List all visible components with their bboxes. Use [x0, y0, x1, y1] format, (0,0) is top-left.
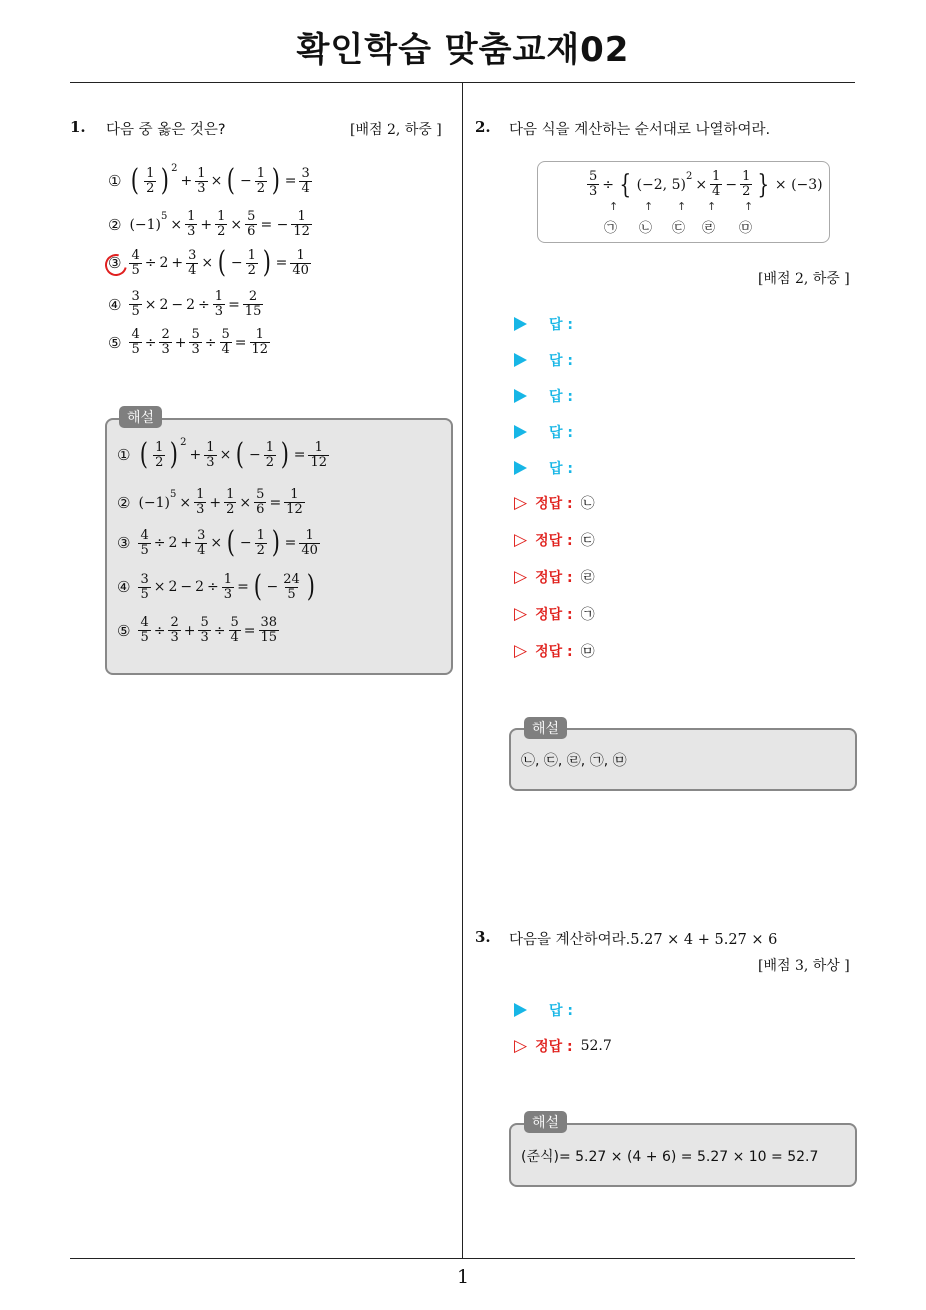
q1-option-5[interactable]: ⑤ $\frac{4}{5}$ ÷ $\frac{2}{3}$ + $\frac{5}{3}$ ÷ $\frac{5}{4}$ = $\frac{1}{12}$: [108, 327, 269, 357]
triangle-outline-icon: ▷: [514, 1035, 528, 1056]
label-2: ㉡: [639, 221, 653, 236]
q2-correct-row-5: ▷ 정답 : ㉤: [514, 640, 595, 661]
q2-correct-row-2: ▷ 정답 : ㉢: [514, 529, 595, 550]
q1-solution-line-2: ② (−1) 5 × $\frac{1}{3}$ + $\frac{1}{2}$ × $\frac{5}{6}$ = $\frac{1}{12}$: [117, 487, 303, 517]
page-title: 확인학습 맞춤교재02: [296, 30, 630, 70]
q2-meta: [배점 2, 하중 ]: [758, 271, 850, 287]
triangle-outline-icon: ▷: [514, 566, 528, 587]
q1-text: 다음 중 옳은 것은?: [106, 122, 226, 138]
q2-expression: $\frac{5}{3}$ ÷ { (−2, 5) 2 × $\frac{1}{4}$ − $\frac{1}{2}$ } × (−3): [589, 169, 823, 200]
triangle-outline-icon: ▷: [514, 529, 528, 550]
q1-option-4[interactable]: ④ $\frac{3}{5}$ × 2 − 2 ÷ $\frac{1}{3}$ = $\frac{2}{15}$: [108, 289, 262, 319]
q1-option-3[interactable]: ③ $\frac{4}{5}$ ÷ 2 + $\frac{3}{4}$ × ( − $\frac{1}{2}$ ) = $\frac{1}{40}$: [108, 245, 309, 280]
play-icon: [514, 1003, 527, 1017]
play-icon: [514, 317, 527, 331]
triangle-outline-icon: ▷: [514, 640, 528, 661]
arrow-4: ↑: [707, 200, 717, 213]
label-5: ㉤: [739, 221, 753, 236]
play-icon: [514, 389, 527, 403]
q3-answer-row[interactable]: 답 :: [514, 1000, 573, 1020]
label-3: ㉢: [672, 221, 686, 236]
q1-solution-line-4: ④ $\frac{3}{5}$ × 2 − 2 ÷ $\frac{1}{3}$ = ( − $\frac{24}{5}$ ): [117, 569, 315, 604]
q2-answer-row-2[interactable]: 답 :: [514, 350, 573, 370]
q3-solution-tag: 해설: [524, 1111, 567, 1133]
q2-text: 다음 식을 계산하는 순서대로 나열하여라.: [509, 122, 771, 138]
play-icon: [514, 425, 527, 439]
q1-solution-line-3: ③ $\frac{4}{5}$ ÷ 2 + $\frac{3}{4}$ × ( − $\frac{1}{2}$ ) = $\frac{1}{40}$: [117, 525, 318, 560]
triangle-outline-icon: ▷: [514, 492, 528, 513]
play-icon: [514, 461, 527, 475]
arrow-2: ↑: [644, 200, 654, 213]
q2-answer-row-3[interactable]: 답 :: [514, 386, 573, 406]
triangle-outline-icon: ▷: [514, 603, 528, 624]
q2-correct-row-1: ▷ 정답 : ㉡: [514, 492, 595, 513]
page-number: 1: [456, 1266, 470, 1288]
column-divider: [462, 82, 463, 1258]
q2-solution-text: ㉡, ㉢, ㉣, ㉠, ㉤: [521, 753, 627, 769]
q2-correct-row-4: ▷ 정답 : ㉠: [514, 603, 595, 624]
q2-number: 2.: [475, 118, 491, 136]
q2-answer-row-1[interactable]: 답 :: [514, 314, 573, 334]
q1-meta: [배점 2, 하중 ]: [350, 122, 442, 138]
q2-correct-row-3: ▷ 정답 : ㉣: [514, 566, 595, 587]
arrow-1: ↑: [609, 200, 619, 213]
q2-answer-row-5[interactable]: 답 :: [514, 458, 573, 478]
q3-correct-row: ▷ 정답 : 52.7: [514, 1035, 612, 1056]
q2-solution-tag: 해설: [524, 717, 567, 739]
arrow-3: ↑: [677, 200, 687, 213]
q1-number: 1.: [70, 118, 86, 136]
q1-option-1[interactable]: ① ( $\frac{1}{2}$ ) 2 + $\frac{1}{3}$ × ( − $\frac{1}{2}$ ) = $\frac{3}{4}$: [108, 162, 310, 198]
arrow-5: ↑: [744, 200, 754, 213]
q1-solution-tag: 해설: [119, 406, 162, 428]
label-1: ㉠: [604, 221, 618, 236]
q1-solution-line-1: ① ( $\frac{1}{2}$ ) 2 + $\frac{1}{3}$ × ( − $\frac{1}{2}$ ) = $\frac{1}{12}$: [117, 436, 328, 472]
bottom-rule: [70, 1258, 855, 1259]
q1-option-2[interactable]: ② (−1) 5 × $\frac{1}{3}$ + $\frac{1}{2}$ × $\frac{5}{6}$ = − $\frac{1}{12}$: [108, 209, 310, 239]
play-icon: [514, 353, 527, 367]
q3-text: 다음을 계산하여라.5.27 × 4 + 5.27 × 6: [509, 932, 778, 948]
q3-number: 3.: [475, 928, 491, 946]
q3-solution-text: (준식)= 5.27 × (4 + 6) = 5.27 × 10 = 52.7: [521, 1149, 819, 1165]
q2-answer-row-4[interactable]: 답 :: [514, 422, 573, 442]
q1-solution-line-5: ⑤ $\frac{4}{5}$ ÷ $\frac{2}{3}$ + $\frac{5}{3}$ ÷ $\frac{5}{4}$ = $\frac{38}{15}$: [117, 615, 278, 645]
label-4: ㉣: [702, 221, 716, 236]
q3-meta: [배점 3, 하상 ]: [758, 958, 850, 974]
